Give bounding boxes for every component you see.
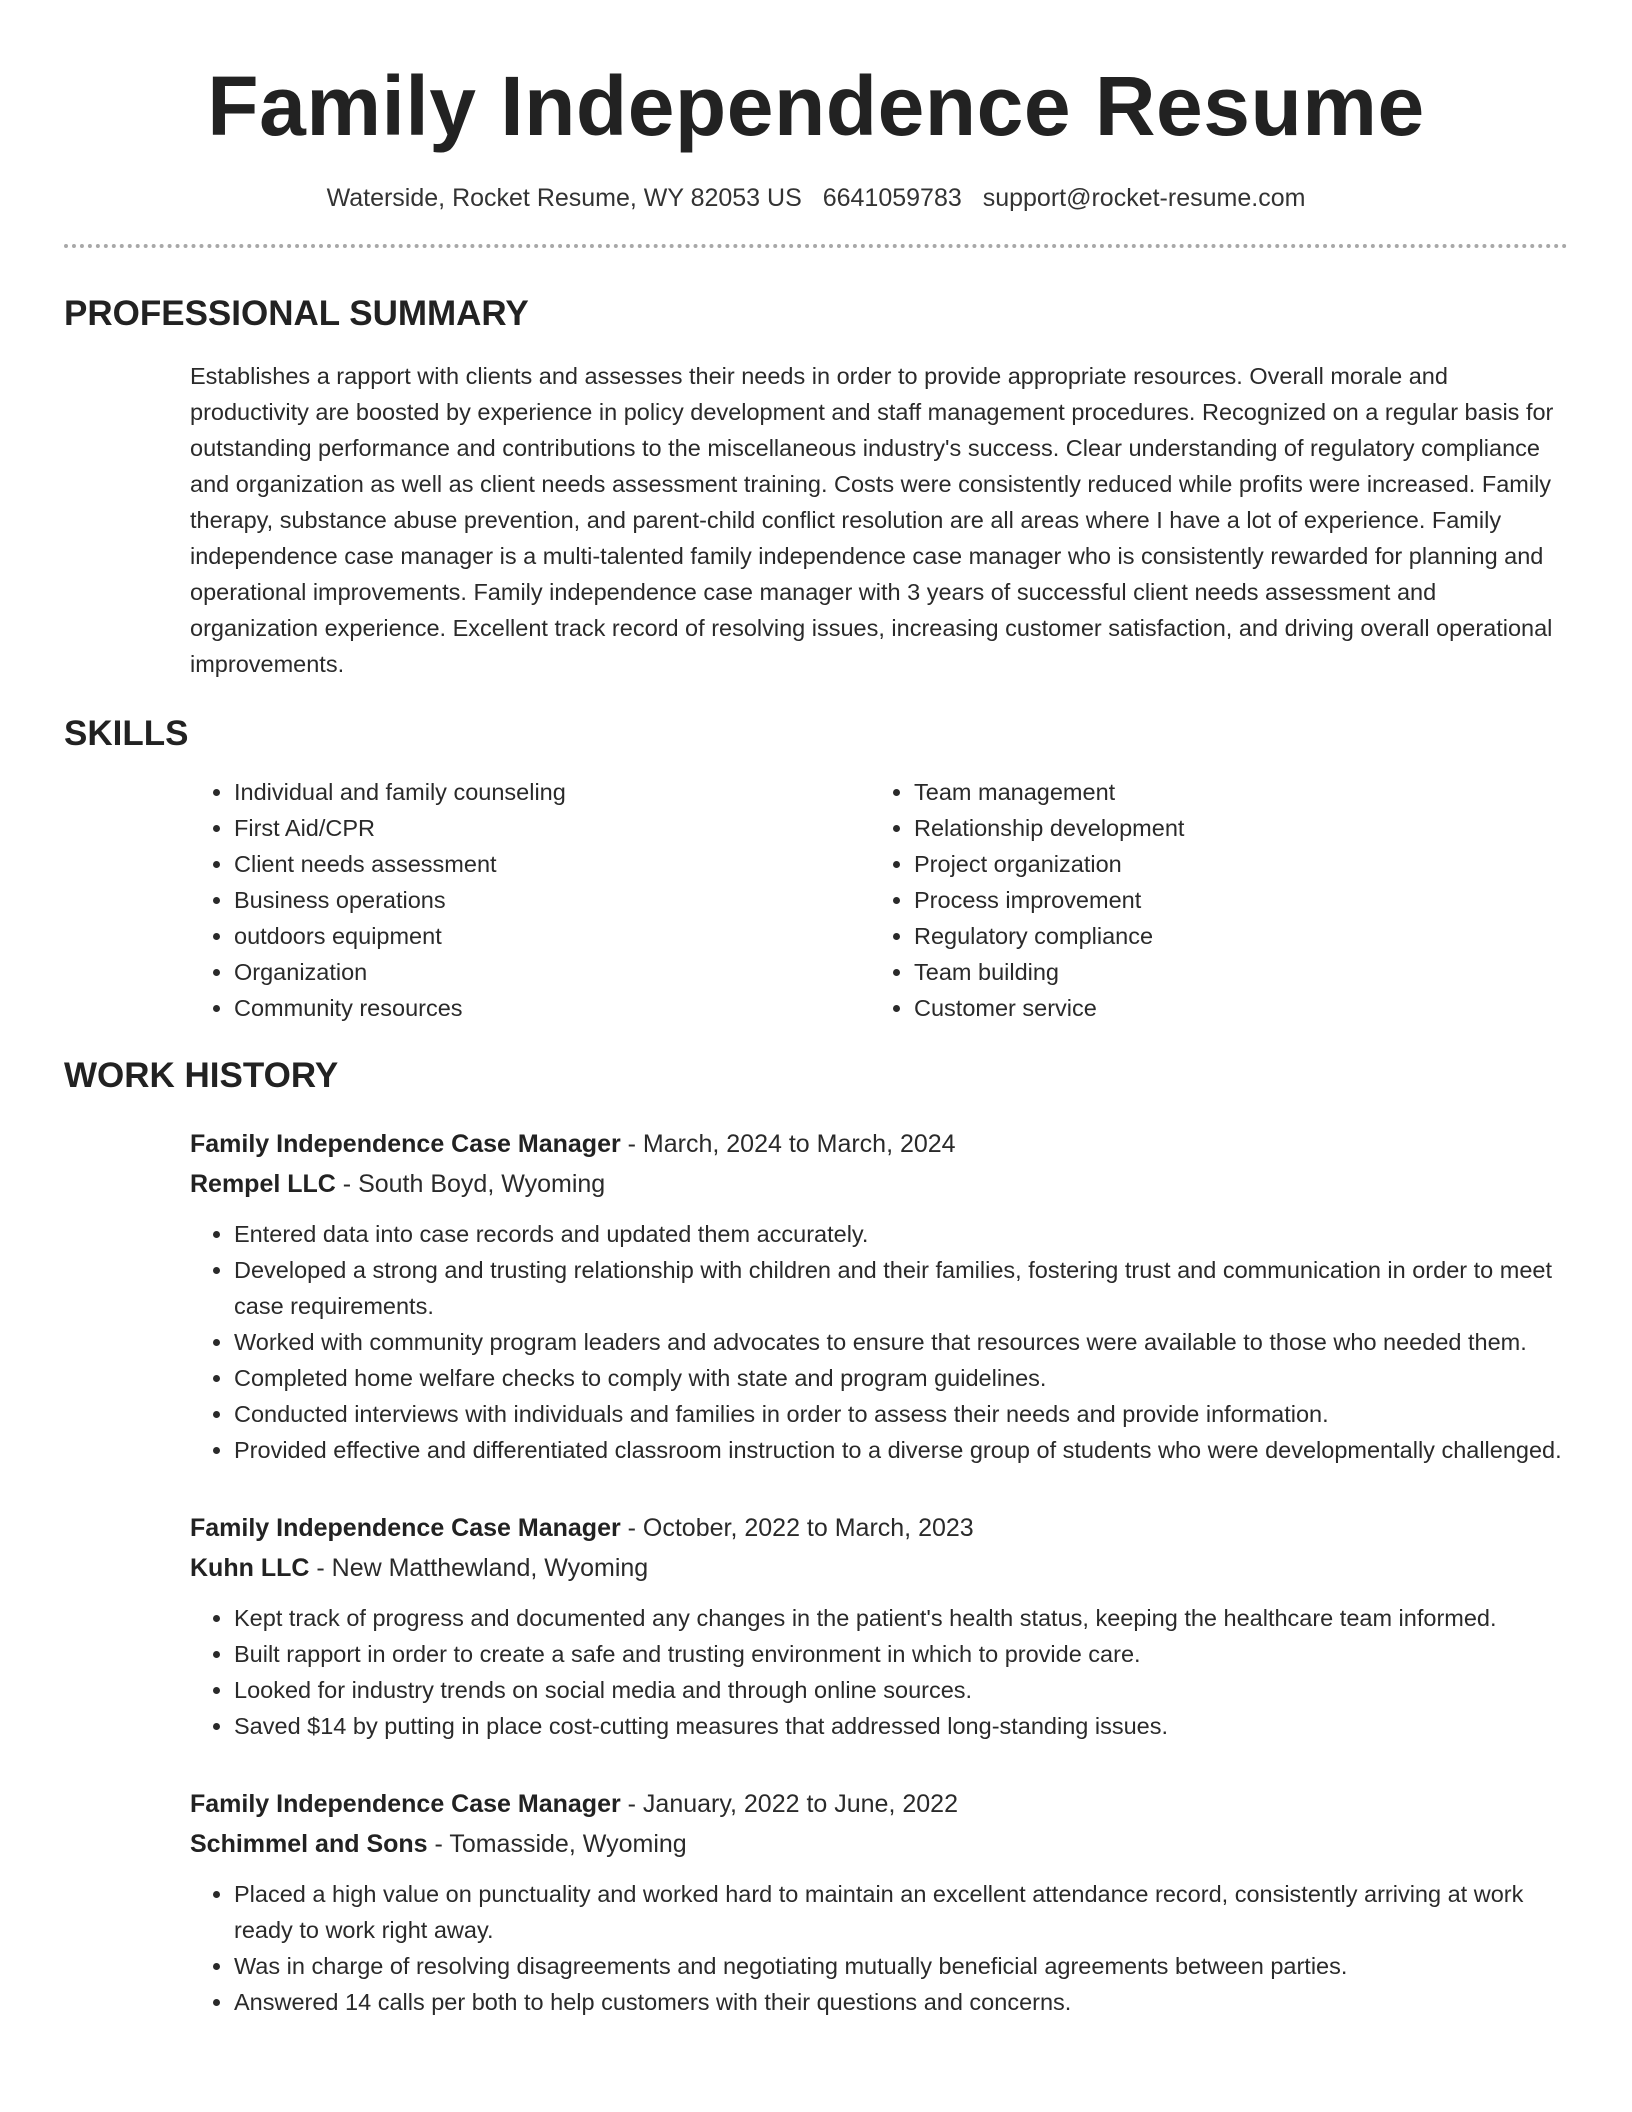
job-company: Kuhn LLC	[190, 1554, 310, 1582]
skill-item: • Process improvement	[914, 882, 1184, 918]
job-bullet: • Was in charge of resolving disagreements and negotiating mutually beneficial agreements between parties.	[234, 1948, 1568, 1984]
job-bullet: • Worked with community program leaders and advocates to ensure that resources were available to those who needed them.	[234, 1324, 1568, 1360]
job-bullet: • Provided effective and differentiated classroom instruction to a diverse group of students who were developmentally challenged.	[234, 1432, 1568, 1468]
header-divider	[64, 244, 1568, 248]
job-bullet: • Conducted interviews with individuals and families in order to assess their needs and provide information.	[234, 1396, 1568, 1432]
job-dates: - March, 2024 to March, 2024	[620, 1130, 956, 1158]
job-company-line	[190, 1548, 1568, 1588]
job-entry	[190, 1784, 1568, 2020]
job-role: Family Independence Case Manager	[190, 1790, 621, 1818]
job-bullets	[190, 1876, 1568, 2020]
work-history-heading: WORK HISTORY	[64, 1056, 339, 1095]
summary-text: Establishes a rapport with clients and assesses their needs in order to provide appropriate resources. Overall morale and productivity are boosted by experience in policy development and staff management procedures. Recognized on a regular basis for outstanding performance and contributions to the miscellaneous industry's success. Clear understanding of regulatory compliance and organization as well as client needs assessment training. Costs were consistently reduced while profits were increased. Family therapy, substance abuse prevention, and parent-child conflict resolution are all areas where I have a lot of experience. Family independence case manager is a multi-talented family independence case manager who is consistently rewarded for planning and operational improvements. Family independence case manager with 3 years of successful client needs assessment and organization experience. Excellent track record of resolving issues, increasing customer satisfaction, and driving overall operational improvements.	[190, 363, 1554, 677]
contact-email: support@rocket-resume.com	[982, 184, 1306, 212]
job-title-line	[190, 1508, 1568, 1548]
job-title-line	[190, 1784, 1568, 1824]
job-company: Rempel LLC	[190, 1170, 336, 1198]
job-bullet: • Developed a strong and trusting relationship with children and their families, fostering trust and communication in order to meet case requirements.	[234, 1252, 1568, 1324]
skill-item: • Organization	[234, 954, 870, 990]
skills-list	[190, 774, 1568, 1026]
skill-item: • outdoors equipment	[234, 918, 870, 954]
skill-item: • Client needs assessment	[234, 846, 870, 882]
job-bullet: • Kept track of progress and documented any changes in the patient's health status, keeping the healthcare team informed.	[234, 1600, 1568, 1636]
job-bullet: • Placed a high value on punctuality and worked hard to maintain an excellent attendance record, consistently arriving at work ready to work right away.	[234, 1876, 1568, 1948]
skill-item: • Team management	[914, 774, 1184, 810]
job-entry	[190, 1124, 1568, 1468]
skill-item: • Team building	[914, 954, 1184, 990]
skills-column-right	[870, 774, 1184, 1026]
job-location: - South Boyd, Wyoming	[335, 1170, 606, 1198]
skill-item: • Project organization	[914, 846, 1184, 882]
skill-item: • Relationship development	[914, 810, 1184, 846]
skill-item: • Business operations	[234, 882, 870, 918]
job-dates: - January, 2022 to June, 2022	[620, 1790, 958, 1818]
job-bullet: • Built rapport in order to create a safe and trusting environment in which to provide care.	[234, 1636, 1568, 1672]
skills-column-left	[190, 774, 870, 1026]
skill-item: • Customer service	[914, 990, 1184, 1026]
skill-item: • Regulatory compliance	[914, 918, 1184, 954]
job-bullet: • Saved $14 by putting in place cost-cutting measures that addressed long-standing issues.	[234, 1708, 1568, 1744]
job-bullet: • Looked for industry trends on social media and through online sources.	[234, 1672, 1568, 1708]
skills-heading: SKILLS	[64, 714, 189, 753]
job-company-line	[190, 1164, 1568, 1204]
job-title-line	[190, 1124, 1568, 1164]
skill-item: • Individual and family counseling	[234, 774, 870, 810]
job-location: - New Matthewland, Wyoming	[309, 1554, 649, 1582]
job-entry	[190, 1508, 1568, 1744]
job-role: Family Independence Case Manager	[190, 1514, 621, 1542]
job-role: Family Independence Case Manager	[190, 1130, 621, 1158]
job-bullet: • Entered data into case records and updated them accurately.	[234, 1216, 1568, 1252]
resume-title: Family Independence Resume	[207, 59, 1425, 153]
job-bullet: • Answered 14 calls per both to help customers with their questions and concerns.	[234, 1984, 1568, 2020]
contact-line	[64, 182, 1568, 214]
summary-heading: PROFESSIONAL SUMMARY	[64, 294, 529, 333]
job-company: Schimmel and Sons	[190, 1830, 428, 1858]
job-bullets	[190, 1600, 1568, 1744]
job-dates: - October, 2022 to March, 2023	[620, 1514, 974, 1542]
skill-item: • Community resources	[234, 990, 870, 1026]
job-company-line	[190, 1824, 1568, 1864]
skill-item: • First Aid/CPR	[234, 810, 870, 846]
contact-phone: 6641059783	[822, 184, 962, 212]
job-bullets	[190, 1216, 1568, 1468]
resume-page	[64, 0, 1568, 2112]
job-bullet: • Completed home welfare checks to comply with state and program guidelines.	[234, 1360, 1568, 1396]
contact-address: Waterside, Rocket Resume, WY 82053 US	[326, 184, 802, 212]
job-location: - Tomasside, Wyoming	[427, 1830, 687, 1858]
